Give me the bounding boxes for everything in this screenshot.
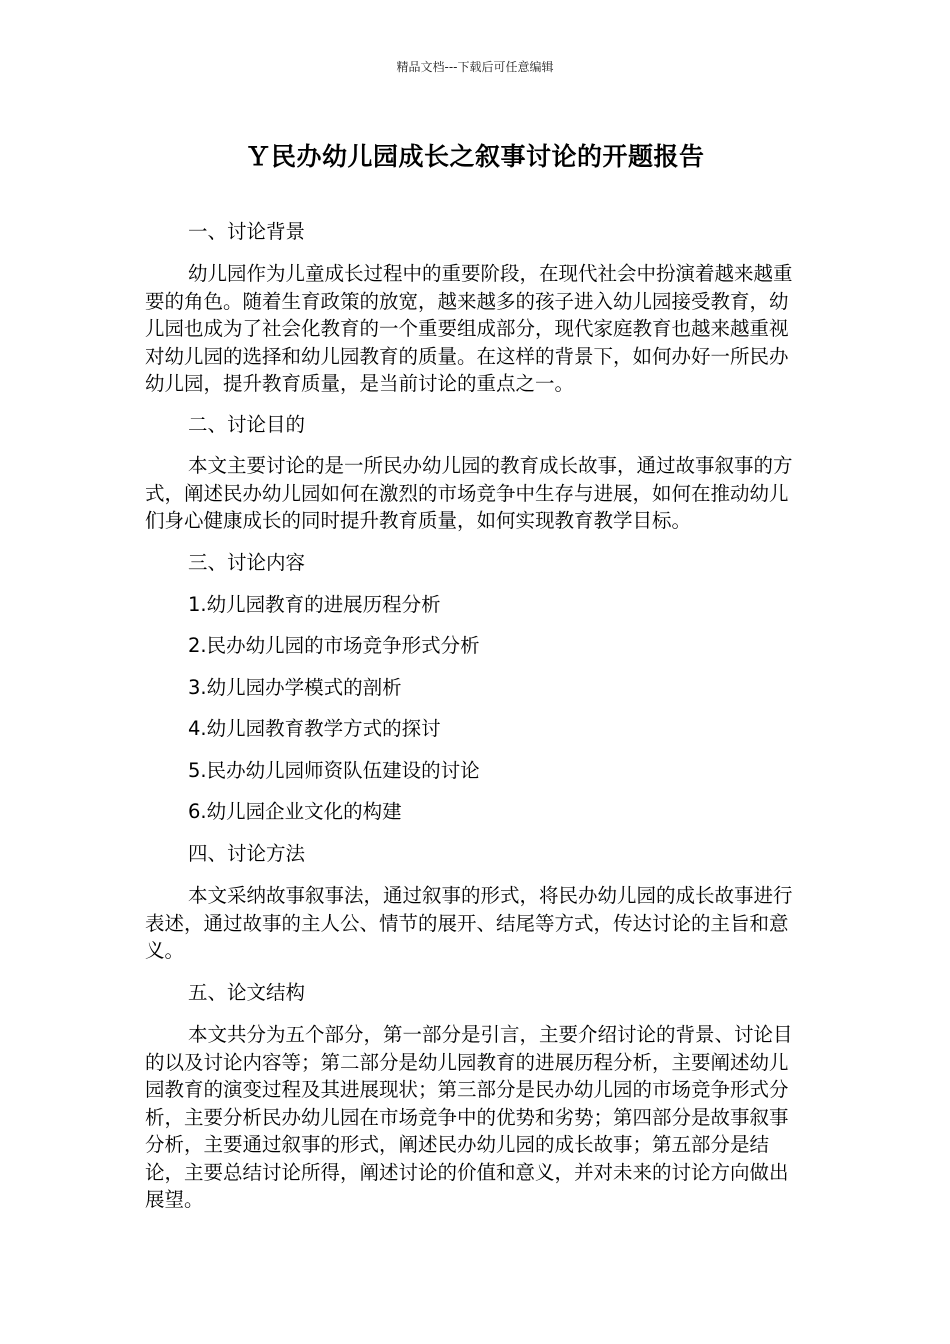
section-heading-structure: 五、论文结构	[188, 981, 306, 1004]
content-list-item: 2.民办幼儿园的市场竞争形式分析	[188, 634, 480, 657]
section-heading-background: 一、讨论背景	[188, 220, 306, 243]
content-list-item: 5.民办幼儿园师资队伍建设的讨论	[188, 759, 480, 782]
section-paragraph-background: 幼儿园作为儿童成长过程中的重要阶段，在现代社会中扮演着越来越重要的角色。随着生育政策的放宽，越来越多的孩子进入幼儿园接受教育，幼儿园也成为了社会化教育的一个重要组成部分，现代家庭教育也越来越重视对幼儿园的选择和幼儿园教育的质量。在这样的背景下，如何办好一所民办幼儿园，提升教育质量，是当前讨论的重点之一。	[145, 262, 793, 395]
section-heading-method: 四、讨论方法	[188, 842, 306, 865]
document-title: Ｙ民办幼儿园成长之叙事讨论的开题报告	[245, 142, 705, 171]
section-paragraph-structure: 本文共分为五个部分，第一部分是引言，主要介绍讨论的背景、讨论目的以及讨论内容等；第二部分是幼儿园教育的进展历程分析，主要阐述幼儿园教育的演变过程及其进展现状；第三部分是民办幼儿园的市场竞争形式分析，主要分析民办幼儿园在市场竞争中的优势和劣势；第四部分是故事叙事分析，主要通过叙事的形式，阐述民办幼儿园的成长故事；第五部分是结论，主要总结讨论所得，阐述讨论的价值和意义，并对未来的讨论方向做出展望。	[145, 1023, 793, 1211]
content-list-item: 6.幼儿园企业文化的构建	[188, 800, 402, 823]
section-heading-content: 三、讨论内容	[188, 551, 306, 574]
content-list-item: 3.幼儿园办学模式的剖析	[188, 676, 402, 699]
header-note: 精品文档---下载后可任意编辑	[396, 60, 554, 74]
content-list-item: 4.幼儿园教育教学方式的探讨	[188, 717, 441, 740]
content-list-item: 1.幼儿园教育的进展历程分析	[188, 593, 441, 616]
section-paragraph-method: 本文采纳故事叙事法，通过叙事的形式，将民办幼儿园的成长故事进行表述，通过故事的主人公、情节的展开、结尾等方式，传达讨论的主旨和意义。	[145, 884, 793, 962]
section-paragraph-purpose: 本文主要讨论的是一所民办幼儿园的教育成长故事，通过故事叙事的方式，阐述民办幼儿园如何在激烈的市场竞争中生存与进展，如何在推动幼儿们身心健康成长的同时提升教育质量，如何实现教育教学目标。	[145, 454, 793, 532]
section-heading-purpose: 二、讨论目的	[188, 413, 306, 436]
